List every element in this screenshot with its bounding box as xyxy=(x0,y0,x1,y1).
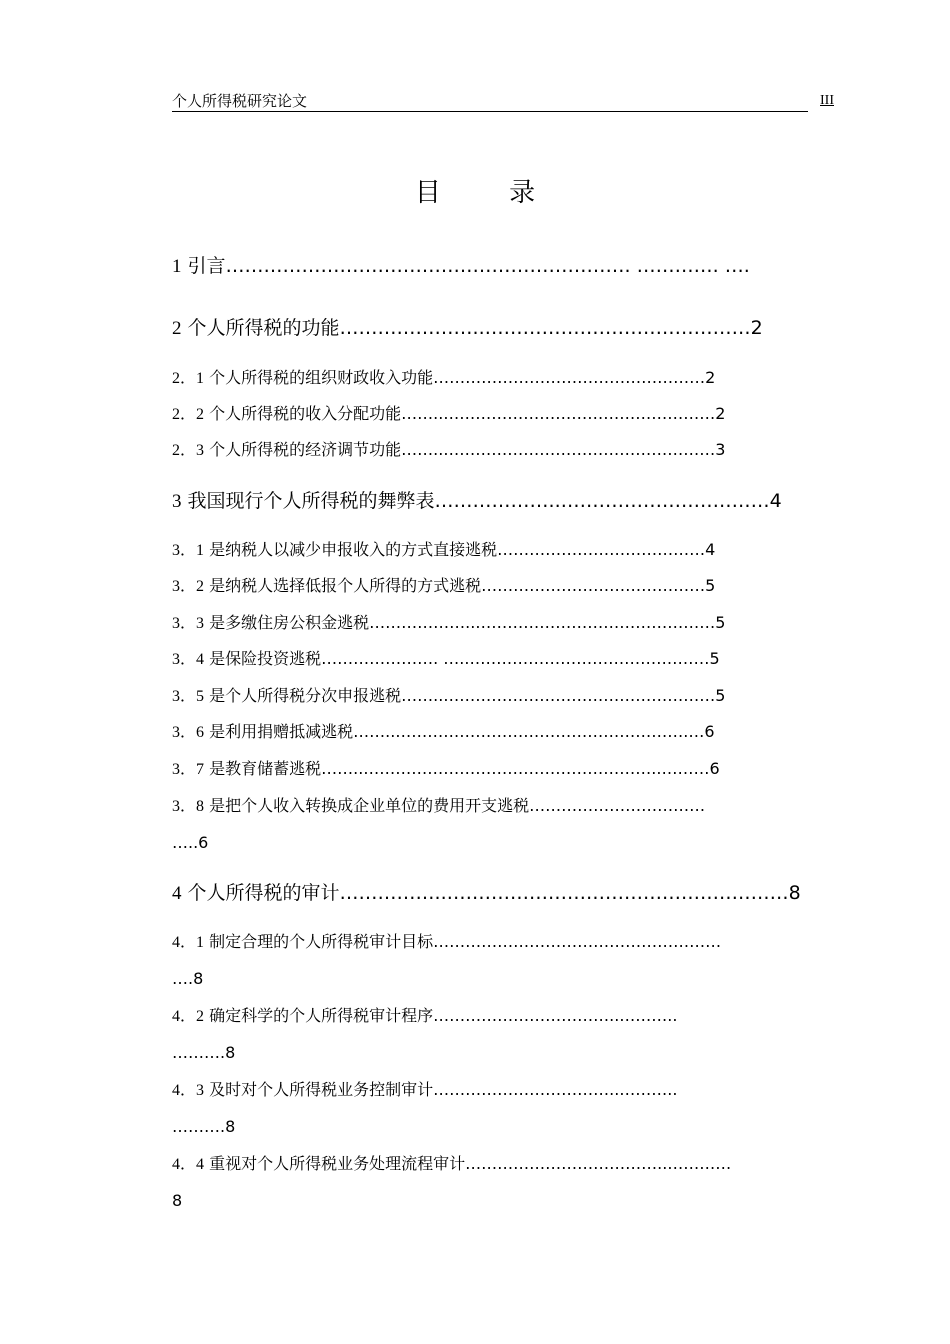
toc-entry[interactable] xyxy=(172,721,715,744)
toc-entry-number: 3．4 xyxy=(172,651,205,668)
toc-entry-number: 1 xyxy=(172,256,182,277)
toc-entry-text: 引言………………………………………………………. …………. …. xyxy=(187,255,750,277)
toc-entry[interactable] xyxy=(172,685,725,708)
toc-entry-text: 个人所得税的组织财政收入功能……………………………………………2 xyxy=(209,368,716,387)
toc-entry[interactable] xyxy=(172,439,725,462)
toc-entry[interactable] xyxy=(172,881,801,906)
toc-entry-number: 3．1 xyxy=(172,542,205,559)
toc-entry-text: 是利用捐赠抵减逃税……..……………………………………………….…6 xyxy=(209,722,715,741)
toc-entry-number: 2 xyxy=(172,318,182,339)
header-rule xyxy=(172,111,808,112)
toc-entry-text: ……….8 xyxy=(172,1043,236,1062)
toc-entry-text: 是把个人收入转换成企业单位的费用开支逃税…………………………… xyxy=(209,796,706,815)
toc-entry-number: 4．3 xyxy=(172,1082,205,1099)
toc-entry-text: 我国现行个人所得税的舞弊表………………..……………………………4 xyxy=(187,490,782,512)
toc-entry[interactable] xyxy=(172,758,720,781)
toc-entry-continuation xyxy=(172,1042,235,1064)
toc-title: 目 录 xyxy=(414,178,566,208)
toc-entry[interactable] xyxy=(172,489,782,514)
toc-entry-text: 确定科学的个人所得税审计程序……………………………..……….. xyxy=(209,1006,678,1025)
toc-entry-text: …..6 xyxy=(172,833,209,852)
toc-entry-text: 8 xyxy=(172,1191,183,1210)
header-title: 个人所得税研究论文 xyxy=(172,92,308,110)
toc-entry[interactable] xyxy=(172,316,763,341)
toc-entry-text: 个人所得税的收入分配功能……..……………………………………………2 xyxy=(209,404,726,423)
toc-entry[interactable] xyxy=(172,648,720,671)
toc-entry-number: 3．2 xyxy=(172,578,205,595)
toc-entry[interactable] xyxy=(172,612,725,635)
toc-entry-text: 重视对个人所得税业务处理流程审计………………………………..………… xyxy=(209,1154,732,1173)
toc-entry-text: ….8 xyxy=(172,969,204,988)
toc-entry-text: 是个人所得税分次申报逃税……..……………………………………………5 xyxy=(209,686,726,705)
toc-entry-number: 4．1 xyxy=(172,934,205,951)
toc-entry[interactable] xyxy=(172,795,705,818)
toc-entry-text: 制定合理的个人所得税审计目标……………………………………………… xyxy=(209,932,722,951)
toc-entry-text: 及时对个人所得税业务控制审计……………………………..……….. xyxy=(209,1080,678,1099)
toc-entry-text: 是保险投资逃税…………………. …..………………………………………5 xyxy=(209,649,720,668)
toc-entry[interactable] xyxy=(172,539,715,562)
page-header xyxy=(172,90,838,112)
toc-entry[interactable] xyxy=(172,403,725,426)
toc-entry-continuation xyxy=(172,968,203,990)
toc-entry-number: 3．7 xyxy=(172,761,205,778)
toc-entry[interactable] xyxy=(172,1079,677,1102)
toc-entry-text: 个人所得税的功能…………………..……………………………………2 xyxy=(187,317,763,339)
toc-entry-number: 2．1 xyxy=(172,370,205,387)
toc-entry-text: ……….8 xyxy=(172,1117,236,1136)
toc-entry-text: 个人所得税的经济调节功能……..……………………………………………3 xyxy=(209,440,726,459)
toc-entry-continuation xyxy=(172,832,208,854)
toc-entry-number: 3．8 xyxy=(172,798,205,815)
toc-entry-text: 是纳税人选择低报个人所得的方式逃税……………………………………5 xyxy=(209,576,716,595)
toc-entry-number: 4 xyxy=(172,883,182,904)
toc-entry-number: 4．4 xyxy=(172,1156,205,1173)
toc-entry-number: 4．2 xyxy=(172,1008,205,1025)
toc-entry-number: 3．6 xyxy=(172,724,205,741)
toc-entry-continuation xyxy=(172,1190,182,1212)
toc-entry[interactable] xyxy=(172,254,750,279)
toc-entry-number: 2．3 xyxy=(172,442,205,459)
toc-entry[interactable] xyxy=(172,575,715,598)
toc-entry-number: 2．2 xyxy=(172,406,205,423)
toc-entry[interactable] xyxy=(172,1005,677,1028)
toc-entry-text: 是纳税人以减少申报收入的方式直接逃税…………………………………4 xyxy=(209,540,716,559)
toc-entry-number: 3．5 xyxy=(172,688,205,705)
toc-entry[interactable] xyxy=(172,1153,731,1176)
toc-entry-number: 3．3 xyxy=(172,615,205,632)
toc-entry[interactable] xyxy=(172,367,715,390)
header-page-number: III xyxy=(820,93,834,108)
toc-entry[interactable] xyxy=(172,931,721,954)
toc-entry-text: 个人所得税的审计……………..………………………………………………8 xyxy=(187,882,801,904)
toc-entry-text: 是教育储蓄逃税……..………………………………………………..………6 xyxy=(209,759,720,778)
toc-entry-text: 是多缴住房公积金逃税………………..………………………………………5 xyxy=(209,613,726,632)
toc-entry-continuation xyxy=(172,1116,235,1138)
toc-entry-number: 3 xyxy=(172,491,182,512)
